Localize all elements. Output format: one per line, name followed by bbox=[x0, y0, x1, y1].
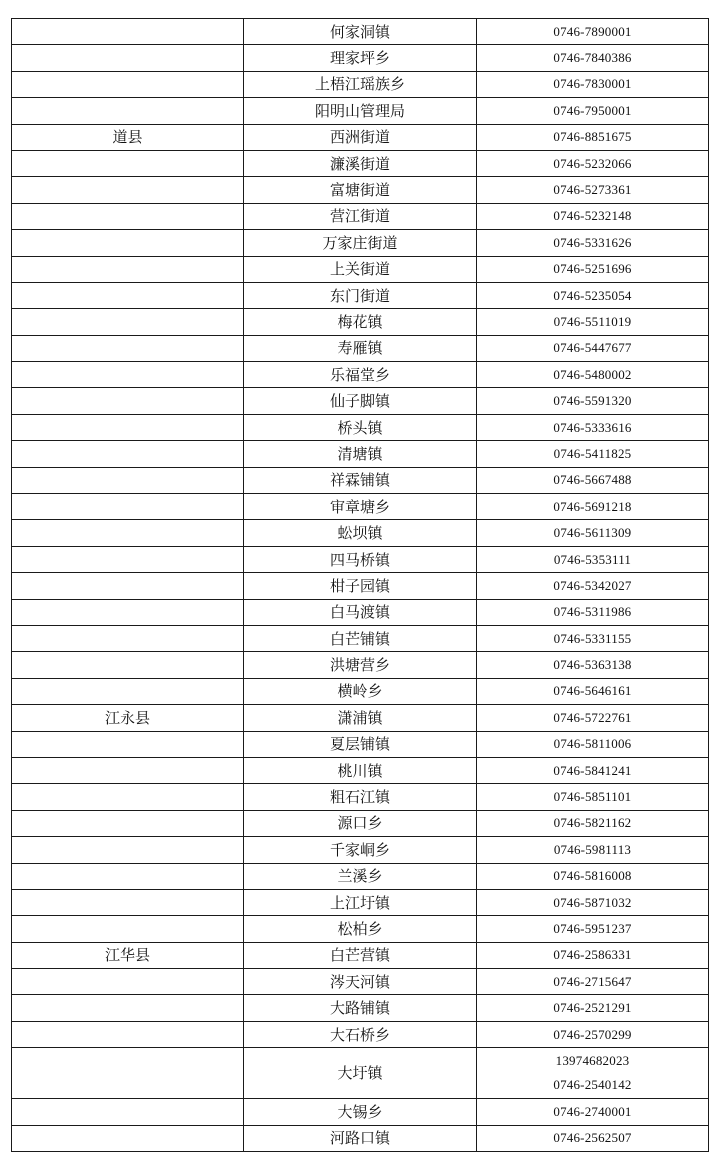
phone-cell bbox=[477, 942, 709, 968]
phone-number: 0746-7890001 bbox=[553, 23, 632, 39]
county-cell bbox=[12, 916, 244, 942]
phone-cell bbox=[477, 678, 709, 704]
county-cell bbox=[12, 625, 244, 651]
phone-cell bbox=[477, 1099, 709, 1125]
phone-number: 0746-5363138 bbox=[553, 657, 632, 673]
table-row bbox=[12, 731, 709, 757]
table-row bbox=[12, 863, 709, 889]
phone-number: 0746-5851101 bbox=[553, 789, 632, 805]
town-cell: 白芒营镇 bbox=[244, 942, 477, 968]
town-cell: 千家峒乡 bbox=[244, 837, 477, 863]
phone-number: 0746-5841241 bbox=[553, 762, 632, 778]
phone-cell bbox=[477, 916, 709, 942]
phone-cell bbox=[477, 256, 709, 282]
town-cell: 万家庄街道 bbox=[244, 230, 477, 256]
phone-cell bbox=[477, 784, 709, 810]
table-row bbox=[12, 414, 709, 440]
table-row bbox=[12, 441, 709, 467]
table-row bbox=[12, 150, 709, 176]
county-cell bbox=[12, 995, 244, 1021]
phone-number: 0746-5353111 bbox=[553, 551, 632, 567]
county-cell: 江华县 bbox=[12, 942, 244, 968]
phone-number: 0746-2715647 bbox=[553, 973, 632, 989]
county-cell bbox=[12, 98, 244, 124]
phone-cell bbox=[477, 177, 709, 203]
county-cell bbox=[12, 1048, 244, 1099]
phone-number: 0746-2740001 bbox=[553, 1103, 632, 1119]
town-cell: 大石桥乡 bbox=[244, 1021, 477, 1047]
table-row bbox=[12, 995, 709, 1021]
phone-cell bbox=[477, 652, 709, 678]
phone-cell bbox=[477, 230, 709, 256]
county-cell bbox=[12, 757, 244, 783]
town-cell: 东门街道 bbox=[244, 282, 477, 308]
county-cell bbox=[12, 177, 244, 203]
phone-number: 0746-5333616 bbox=[553, 419, 632, 435]
phone-number: 0746-5646161 bbox=[553, 683, 632, 699]
table-row bbox=[12, 942, 709, 968]
town-cell: 桥头镇 bbox=[244, 414, 477, 440]
table-row bbox=[12, 837, 709, 863]
phone-cell bbox=[477, 969, 709, 995]
county-cell bbox=[12, 599, 244, 625]
county-cell bbox=[12, 494, 244, 520]
phone-number: 0746-5273361 bbox=[553, 182, 632, 198]
town-cell: 上江圩镇 bbox=[244, 889, 477, 915]
phone-number: 0746-5811006 bbox=[553, 736, 632, 752]
phone-number: 0746-2570299 bbox=[553, 1026, 632, 1042]
table-row bbox=[12, 19, 709, 45]
phone-cell bbox=[477, 467, 709, 493]
phone-number: 0746-7950001 bbox=[553, 102, 632, 118]
town-cell: 粗石江镇 bbox=[244, 784, 477, 810]
phone-number: 0746-2586331 bbox=[553, 947, 632, 963]
county-cell bbox=[12, 467, 244, 493]
county-cell: 道县 bbox=[12, 124, 244, 150]
county-cell bbox=[12, 282, 244, 308]
phone-cell bbox=[477, 573, 709, 599]
table-row bbox=[12, 625, 709, 651]
phone-number: 0746-5591320 bbox=[553, 393, 632, 409]
phone-number: 0746-5951237 bbox=[553, 920, 632, 936]
table-row bbox=[12, 757, 709, 783]
county-cell bbox=[12, 309, 244, 335]
county-cell bbox=[12, 19, 244, 45]
town-cell: 寿雁镇 bbox=[244, 335, 477, 361]
town-cell: 涔天河镇 bbox=[244, 969, 477, 995]
table-row bbox=[12, 124, 709, 150]
table-row bbox=[12, 1099, 709, 1125]
table-row bbox=[12, 520, 709, 546]
county-cell bbox=[12, 784, 244, 810]
phone-cell bbox=[477, 625, 709, 651]
town-cell: 大锡乡 bbox=[244, 1099, 477, 1125]
phone-number: 0746-2521291 bbox=[553, 1000, 632, 1016]
town-cell: 上梧江瑶族乡 bbox=[244, 71, 477, 97]
contact-table-container bbox=[11, 18, 708, 1152]
phone-number: 0746-5447677 bbox=[553, 340, 632, 356]
town-cell: 梅花镇 bbox=[244, 309, 477, 335]
table-row bbox=[12, 256, 709, 282]
phone-cell bbox=[477, 889, 709, 915]
phone-cell bbox=[477, 414, 709, 440]
county-cell bbox=[12, 652, 244, 678]
phone-cell bbox=[477, 494, 709, 520]
table-row bbox=[12, 1125, 709, 1151]
contact-table-body bbox=[12, 19, 709, 1152]
phone-number: 0746-5251696 bbox=[553, 261, 632, 277]
phone-cell bbox=[477, 863, 709, 889]
county-cell bbox=[12, 810, 244, 836]
phone-number: 0746-5331626 bbox=[553, 234, 632, 250]
phone-cell bbox=[477, 309, 709, 335]
town-cell: 四马桥镇 bbox=[244, 546, 477, 572]
phone-number: 0746-5981113 bbox=[553, 841, 632, 857]
phone-cell bbox=[477, 599, 709, 625]
phone-cell bbox=[477, 1125, 709, 1151]
phone-number: 0746-5611309 bbox=[553, 525, 632, 541]
table-row bbox=[12, 599, 709, 625]
phone-number: 0746-5691218 bbox=[553, 498, 632, 514]
table-row bbox=[12, 916, 709, 942]
phone-number: 0746-5411825 bbox=[553, 445, 632, 461]
phone-cell bbox=[477, 757, 709, 783]
phone-number: 0746-5232148 bbox=[553, 208, 632, 224]
county-cell bbox=[12, 546, 244, 572]
county-cell bbox=[12, 71, 244, 97]
phone-number: 0746-2540142 bbox=[553, 1077, 632, 1093]
phone-number: 0746-7840386 bbox=[553, 50, 632, 66]
table-row bbox=[12, 652, 709, 678]
town-cell: 乐福堂乡 bbox=[244, 362, 477, 388]
table-row bbox=[12, 71, 709, 97]
table-row bbox=[12, 388, 709, 414]
town-cell: 大圩镇 bbox=[244, 1048, 477, 1099]
table-row bbox=[12, 282, 709, 308]
phone-cell bbox=[477, 19, 709, 45]
county-cell bbox=[12, 256, 244, 282]
table-row bbox=[12, 177, 709, 203]
town-cell: 夏层铺镇 bbox=[244, 731, 477, 757]
town-cell: 白芒铺镇 bbox=[244, 625, 477, 651]
phone-number: 0746-5235054 bbox=[553, 287, 632, 303]
county-cell bbox=[12, 441, 244, 467]
town-cell: 濂溪街道 bbox=[244, 150, 477, 176]
table-row bbox=[12, 335, 709, 361]
phone-cell bbox=[477, 98, 709, 124]
phone-number: 0746-5511019 bbox=[553, 313, 632, 329]
table-row bbox=[12, 1021, 709, 1047]
town-cell: 河路口镇 bbox=[244, 1125, 477, 1151]
phone-number: 0746-7830001 bbox=[553, 76, 632, 92]
phone-cell bbox=[477, 995, 709, 1021]
contact-table bbox=[11, 18, 709, 1152]
phone-cell bbox=[477, 71, 709, 97]
phone-number: 0746-5232066 bbox=[553, 155, 632, 171]
phone-cell bbox=[477, 362, 709, 388]
county-cell bbox=[12, 1021, 244, 1047]
town-cell: 祥霖铺镇 bbox=[244, 467, 477, 493]
phone-cell bbox=[477, 810, 709, 836]
phone-number: 0746-5816008 bbox=[553, 868, 632, 884]
county-cell bbox=[12, 150, 244, 176]
county-cell bbox=[12, 45, 244, 71]
phone-number: 0746-5480002 bbox=[553, 366, 632, 382]
table-row bbox=[12, 98, 709, 124]
table-row bbox=[12, 309, 709, 335]
table-row bbox=[12, 705, 709, 731]
county-cell bbox=[12, 335, 244, 361]
county-cell bbox=[12, 1125, 244, 1151]
phone-cell bbox=[477, 441, 709, 467]
phone-cell bbox=[477, 203, 709, 229]
town-cell: 大路铺镇 bbox=[244, 995, 477, 1021]
table-row bbox=[12, 1048, 709, 1099]
county-cell bbox=[12, 837, 244, 863]
county-cell bbox=[12, 362, 244, 388]
county-cell bbox=[12, 573, 244, 599]
town-cell: 蚣坝镇 bbox=[244, 520, 477, 546]
phone-cell bbox=[477, 705, 709, 731]
town-cell: 审章塘乡 bbox=[244, 494, 477, 520]
phone-cell bbox=[477, 124, 709, 150]
town-cell: 横岭乡 bbox=[244, 678, 477, 704]
table-row bbox=[12, 810, 709, 836]
phone-cell bbox=[477, 45, 709, 71]
phone-cell bbox=[477, 837, 709, 863]
table-row bbox=[12, 889, 709, 915]
county-cell bbox=[12, 388, 244, 414]
town-cell: 理家坪乡 bbox=[244, 45, 477, 71]
town-cell: 何家洞镇 bbox=[244, 19, 477, 45]
table-row bbox=[12, 362, 709, 388]
phone-number: 0746-5667488 bbox=[553, 472, 632, 488]
phone-number: 0746-8851675 bbox=[553, 129, 632, 145]
table-row bbox=[12, 784, 709, 810]
county-cell bbox=[12, 203, 244, 229]
town-cell: 富塘街道 bbox=[244, 177, 477, 203]
phone-number: 0746-5722761 bbox=[553, 709, 632, 725]
county-cell bbox=[12, 414, 244, 440]
county-cell: 江永县 bbox=[12, 705, 244, 731]
county-cell bbox=[12, 969, 244, 995]
phone-number: 0746-2562507 bbox=[553, 1130, 632, 1146]
town-cell: 营江街道 bbox=[244, 203, 477, 229]
town-cell: 潇浦镇 bbox=[244, 705, 477, 731]
town-cell: 柑子园镇 bbox=[244, 573, 477, 599]
phone-cell bbox=[477, 335, 709, 361]
town-cell: 桃川镇 bbox=[244, 757, 477, 783]
town-cell: 清塘镇 bbox=[244, 441, 477, 467]
town-cell: 仙子脚镇 bbox=[244, 388, 477, 414]
town-cell: 源口乡 bbox=[244, 810, 477, 836]
county-cell bbox=[12, 230, 244, 256]
phone-number: 13974682023 bbox=[555, 1053, 630, 1069]
town-cell: 洪塘营乡 bbox=[244, 652, 477, 678]
phone-number: 0746-5311986 bbox=[553, 604, 632, 620]
county-cell bbox=[12, 863, 244, 889]
county-cell bbox=[12, 520, 244, 546]
phone-number: 0746-5871032 bbox=[553, 894, 632, 910]
town-cell: 白马渡镇 bbox=[244, 599, 477, 625]
phone-cell bbox=[477, 388, 709, 414]
phone-cell bbox=[477, 1048, 709, 1099]
county-cell bbox=[12, 678, 244, 704]
table-row bbox=[12, 230, 709, 256]
phone-cell bbox=[477, 282, 709, 308]
table-row bbox=[12, 203, 709, 229]
table-row bbox=[12, 467, 709, 493]
phone-number: 0746-5331155 bbox=[553, 630, 632, 646]
table-row bbox=[12, 678, 709, 704]
town-cell: 兰溪乡 bbox=[244, 863, 477, 889]
phone-cell bbox=[477, 520, 709, 546]
town-cell: 阳明山管理局 bbox=[244, 98, 477, 124]
table-row bbox=[12, 573, 709, 599]
town-cell: 西洲街道 bbox=[244, 124, 477, 150]
phone-cell bbox=[477, 546, 709, 572]
phone-cell bbox=[477, 1021, 709, 1047]
table-row bbox=[12, 546, 709, 572]
table-row bbox=[12, 969, 709, 995]
town-cell: 上关街道 bbox=[244, 256, 477, 282]
phone-cell bbox=[477, 150, 709, 176]
county-cell bbox=[12, 731, 244, 757]
phone-number: 0746-5342027 bbox=[553, 577, 632, 593]
phone-cell bbox=[477, 731, 709, 757]
table-row bbox=[12, 45, 709, 71]
phone-number: 0746-5821162 bbox=[553, 815, 632, 831]
table-row bbox=[12, 494, 709, 520]
county-cell bbox=[12, 889, 244, 915]
county-cell bbox=[12, 1099, 244, 1125]
town-cell: 松柏乡 bbox=[244, 916, 477, 942]
